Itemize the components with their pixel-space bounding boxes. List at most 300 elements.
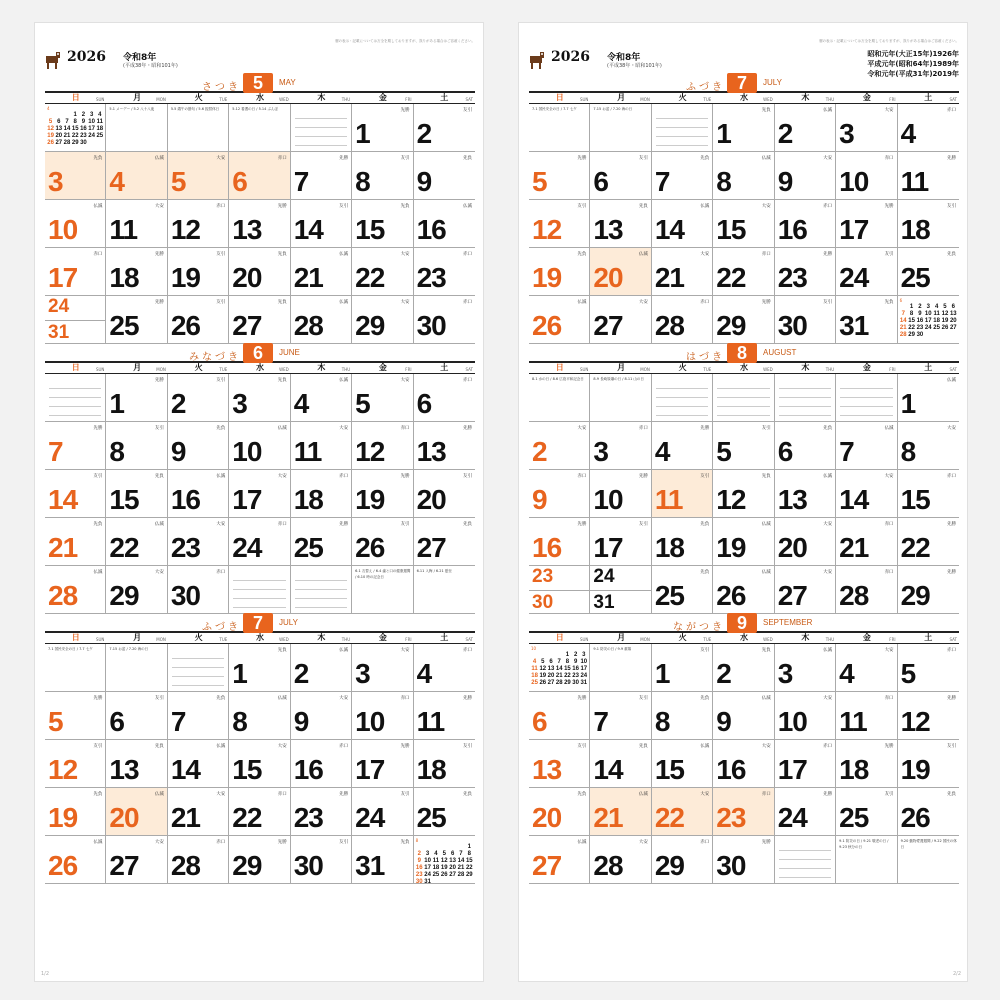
notes-text: 9.1 防災の日 / 9.9 重陽 bbox=[593, 647, 632, 651]
day-cell[interactable] bbox=[652, 836, 713, 884]
day-number: 3 bbox=[777, 658, 793, 689]
mini-calendar-day: 8 bbox=[73, 119, 77, 125]
month-block bbox=[529, 611, 959, 883]
day-cell[interactable] bbox=[106, 200, 167, 248]
day-cell[interactable] bbox=[229, 644, 290, 692]
day-cell[interactable] bbox=[898, 422, 959, 470]
split-day-cell[interactable] bbox=[45, 296, 106, 344]
day-cell[interactable] bbox=[836, 422, 897, 470]
day-cell[interactable] bbox=[291, 374, 352, 422]
memo-lines-cell[interactable] bbox=[652, 104, 713, 152]
day-cell[interactable] bbox=[529, 296, 590, 344]
day-cell[interactable] bbox=[106, 788, 167, 836]
day-cell[interactable] bbox=[106, 836, 167, 884]
split-day-cell[interactable] bbox=[590, 566, 651, 614]
mini-calendar-day: 14 bbox=[457, 858, 465, 864]
day-cell[interactable] bbox=[590, 248, 651, 296]
day-cell[interactable] bbox=[652, 296, 713, 344]
rokuyo-label: 仏滅 bbox=[761, 156, 771, 161]
day-cell[interactable] bbox=[775, 470, 836, 518]
day-cell[interactable] bbox=[652, 740, 713, 788]
split-divider bbox=[45, 320, 105, 321]
day-cell[interactable] bbox=[352, 374, 413, 422]
day-cell[interactable] bbox=[652, 152, 713, 200]
day-cell[interactable] bbox=[168, 374, 229, 422]
day-cell[interactable] bbox=[106, 740, 167, 788]
day-cell[interactable] bbox=[713, 152, 774, 200]
day-cell[interactable] bbox=[590, 200, 651, 248]
day-cell[interactable] bbox=[106, 248, 167, 296]
day-number: 17 bbox=[593, 532, 623, 563]
day-cell[interactable] bbox=[836, 104, 897, 152]
day-cell[interactable] bbox=[836, 692, 897, 740]
day-cell[interactable] bbox=[775, 152, 836, 200]
day-cell[interactable] bbox=[775, 692, 836, 740]
day-cell[interactable] bbox=[291, 422, 352, 470]
day-cell[interactable] bbox=[45, 518, 106, 566]
rokuyo-label: 友引 bbox=[339, 840, 349, 845]
mini-calendar-day: 15 bbox=[465, 858, 473, 864]
day-cell[interactable] bbox=[291, 248, 352, 296]
day-cell[interactable] bbox=[775, 422, 836, 470]
day-number: 28 bbox=[48, 580, 78, 611]
rokuyo-label: 仏滅 bbox=[823, 474, 833, 479]
rokuyo-label: 大安 bbox=[884, 108, 894, 113]
rokuyo-label: 先負 bbox=[761, 108, 771, 113]
day-cell[interactable] bbox=[590, 740, 651, 788]
day-cell[interactable] bbox=[898, 200, 959, 248]
day-cell[interactable] bbox=[713, 836, 774, 884]
rokuyo-label: 先負 bbox=[277, 300, 287, 305]
day-cell[interactable] bbox=[291, 152, 352, 200]
day-cell[interactable] bbox=[529, 152, 590, 200]
day-number: 29 bbox=[654, 850, 684, 881]
day-cell[interactable] bbox=[713, 422, 774, 470]
day-cell[interactable] bbox=[590, 470, 651, 518]
weekday-label bbox=[229, 93, 290, 103]
day-cell[interactable] bbox=[590, 296, 651, 344]
day-cell[interactable] bbox=[898, 644, 959, 692]
rokuyo-label: 仏滅 bbox=[93, 840, 103, 845]
mini-calendar bbox=[414, 836, 475, 884]
memo-lines-cell[interactable] bbox=[775, 836, 836, 884]
day-cell[interactable] bbox=[590, 152, 651, 200]
day-cell[interactable] bbox=[414, 422, 475, 470]
rokuyo-label: 大安 bbox=[339, 696, 349, 701]
day-cell[interactable] bbox=[652, 566, 713, 614]
day-cell[interactable] bbox=[106, 470, 167, 518]
rokuyo-label: 先負 bbox=[93, 156, 103, 161]
day-cell[interactable] bbox=[836, 644, 897, 692]
weekday-en: SAT bbox=[465, 97, 473, 102]
rokuyo-label: 先勝 bbox=[462, 426, 472, 431]
day-cell[interactable] bbox=[529, 470, 590, 518]
day-cell[interactable] bbox=[291, 296, 352, 344]
era-subtitle: (平成38年・昭和101年) bbox=[607, 63, 662, 69]
day-cell[interactable] bbox=[106, 422, 167, 470]
day-cell[interactable] bbox=[775, 788, 836, 836]
weekday-en: THU bbox=[825, 367, 835, 372]
weekday-jp: 水 bbox=[255, 633, 264, 642]
day-number: 4 bbox=[416, 658, 432, 689]
day-number: 1 bbox=[716, 118, 731, 149]
day-cell[interactable] bbox=[652, 248, 713, 296]
day-number: 10 bbox=[839, 166, 869, 197]
day-cell[interactable] bbox=[168, 692, 229, 740]
day-cell[interactable] bbox=[168, 152, 229, 200]
day-cell[interactable] bbox=[836, 248, 897, 296]
mini-calendar-day: 1 bbox=[909, 304, 914, 310]
day-cell[interactable] bbox=[898, 470, 959, 518]
day-cell[interactable] bbox=[898, 248, 959, 296]
day-cell[interactable] bbox=[352, 518, 413, 566]
day-cell[interactable] bbox=[414, 200, 475, 248]
day-cell[interactable] bbox=[836, 788, 897, 836]
day-cell[interactable] bbox=[775, 518, 836, 566]
mini-calendar-day: 17 bbox=[88, 126, 95, 132]
day-cell[interactable] bbox=[168, 836, 229, 884]
day-cell[interactable] bbox=[836, 470, 897, 518]
mini-calendar-day bbox=[900, 304, 907, 311]
day-cell[interactable] bbox=[713, 692, 774, 740]
day-cell[interactable] bbox=[775, 248, 836, 296]
day-cell[interactable] bbox=[168, 470, 229, 518]
day-cell[interactable] bbox=[775, 296, 836, 344]
day-cell[interactable] bbox=[352, 692, 413, 740]
day-number: 10 bbox=[593, 484, 623, 515]
day-cell[interactable] bbox=[291, 200, 352, 248]
day-cell[interactable] bbox=[590, 836, 651, 884]
day-cell[interactable] bbox=[229, 200, 290, 248]
day-cell[interactable] bbox=[168, 788, 229, 836]
weekday-jp: 日 bbox=[555, 93, 564, 102]
day-cell[interactable] bbox=[775, 566, 836, 614]
day-cell[interactable] bbox=[836, 518, 897, 566]
day-cell[interactable] bbox=[414, 692, 475, 740]
memo-lines-cell[interactable] bbox=[291, 566, 352, 614]
day-cell[interactable] bbox=[898, 104, 959, 152]
month-number-badge: 6 bbox=[243, 343, 273, 363]
rokuyo-label: 先勝 bbox=[946, 696, 956, 701]
day-cell[interactable] bbox=[414, 374, 475, 422]
day-number: 2 bbox=[716, 658, 731, 689]
day-cell[interactable] bbox=[590, 518, 651, 566]
weekday-label bbox=[836, 363, 897, 373]
day-cell[interactable] bbox=[352, 296, 413, 344]
day-cell[interactable] bbox=[45, 152, 106, 200]
day-number: 29 bbox=[355, 310, 385, 341]
day-number: 18 bbox=[416, 754, 446, 785]
day-cell[interactable] bbox=[352, 740, 413, 788]
day-number: 4 bbox=[839, 658, 854, 689]
day-cell[interactable] bbox=[106, 152, 167, 200]
day-cell[interactable] bbox=[229, 788, 290, 836]
rokuyo-label: 仏滅 bbox=[884, 426, 894, 431]
mini-calendar-day: 21 bbox=[555, 673, 563, 679]
day-cell[interactable] bbox=[45, 692, 106, 740]
memo-lines-cell[interactable] bbox=[652, 374, 713, 422]
rokuyo-label: 友引 bbox=[216, 252, 226, 257]
notes-cell bbox=[590, 374, 651, 422]
day-cell[interactable] bbox=[45, 248, 106, 296]
day-cell[interactable] bbox=[713, 200, 774, 248]
rokuyo-label: 仏滅 bbox=[154, 156, 164, 161]
month-kana-name: はづき bbox=[686, 352, 725, 363]
rokuyo-label: 赤口 bbox=[946, 474, 956, 479]
memo-lines-cell[interactable] bbox=[775, 374, 836, 422]
rokuyo-label: 赤口 bbox=[339, 474, 349, 479]
mini-calendar-month: 6 bbox=[899, 298, 903, 303]
day-cell[interactable] bbox=[898, 740, 959, 788]
day-cell[interactable] bbox=[414, 518, 475, 566]
day-cell[interactable] bbox=[529, 692, 590, 740]
day-cell[interactable] bbox=[291, 470, 352, 518]
day-cell[interactable] bbox=[414, 152, 475, 200]
day-cell[interactable] bbox=[45, 740, 106, 788]
weekday-jp: 火 bbox=[678, 633, 687, 642]
day-cell[interactable] bbox=[898, 518, 959, 566]
day-cell[interactable] bbox=[414, 296, 475, 344]
day-cell[interactable] bbox=[45, 422, 106, 470]
day-cell[interactable] bbox=[713, 518, 774, 566]
day-cell[interactable] bbox=[45, 788, 106, 836]
mini-calendar-day: 26 bbox=[539, 680, 547, 686]
day-cell[interactable] bbox=[291, 692, 352, 740]
day-number: 6 bbox=[532, 706, 547, 737]
memo-lines-cell[interactable] bbox=[229, 566, 290, 614]
day-cell[interactable] bbox=[168, 518, 229, 566]
weekday-jp: 木 bbox=[317, 93, 326, 102]
weekday-jp: 日 bbox=[71, 93, 80, 102]
day-cell[interactable] bbox=[291, 836, 352, 884]
day-cell[interactable] bbox=[414, 788, 475, 836]
day-cell[interactable] bbox=[168, 248, 229, 296]
day-number: 15 bbox=[355, 214, 385, 245]
day-cell[interactable] bbox=[836, 566, 897, 614]
weekday-header-row bbox=[45, 631, 475, 644]
day-cell[interactable] bbox=[414, 104, 475, 152]
rokuyo-label: 友引 bbox=[216, 300, 226, 305]
day-number: 17 bbox=[839, 214, 869, 245]
day-cell[interactable] bbox=[168, 566, 229, 614]
day-number: 28 bbox=[593, 850, 623, 881]
calendar-sheet-left bbox=[34, 22, 484, 982]
day-cell[interactable] bbox=[713, 296, 774, 344]
day-number: 24 bbox=[355, 802, 385, 833]
day-cell[interactable] bbox=[229, 518, 290, 566]
day-cell[interactable] bbox=[229, 740, 290, 788]
day-cell[interactable] bbox=[352, 836, 413, 884]
day-number: 4 bbox=[109, 166, 124, 197]
memo-lines-cell[interactable] bbox=[836, 374, 897, 422]
day-number: 25 bbox=[293, 532, 323, 563]
day-cell[interactable] bbox=[713, 248, 774, 296]
day-cell[interactable] bbox=[106, 296, 167, 344]
day-cell[interactable] bbox=[713, 788, 774, 836]
memo-lines-cell[interactable] bbox=[291, 104, 352, 152]
day-cell[interactable] bbox=[898, 374, 959, 422]
day-cell[interactable] bbox=[652, 644, 713, 692]
year-title: 2026 bbox=[551, 49, 590, 65]
day-cell[interactable] bbox=[836, 152, 897, 200]
rokuyo-label: 友引 bbox=[638, 156, 648, 161]
day-cell[interactable] bbox=[713, 104, 774, 152]
split-day-cell[interactable] bbox=[529, 566, 590, 614]
day-cell[interactable] bbox=[414, 470, 475, 518]
day-number: 25 bbox=[654, 580, 684, 611]
mini-calendar-day: 31 bbox=[424, 879, 431, 884]
day-cell[interactable] bbox=[529, 836, 590, 884]
rokuyo-label: 先勝 bbox=[154, 300, 164, 305]
day-number: 4 bbox=[900, 118, 916, 149]
day-cell[interactable] bbox=[529, 788, 590, 836]
day-cell[interactable] bbox=[106, 374, 167, 422]
day-cell[interactable] bbox=[414, 248, 475, 296]
day-cell[interactable] bbox=[529, 740, 590, 788]
day-cell[interactable] bbox=[529, 248, 590, 296]
day-cell[interactable] bbox=[229, 470, 290, 518]
day-cell[interactable] bbox=[352, 200, 413, 248]
day-cell[interactable] bbox=[168, 422, 229, 470]
day-cell[interactable] bbox=[352, 152, 413, 200]
day-cell[interactable] bbox=[836, 200, 897, 248]
rokuyo-label: 仏滅 bbox=[761, 570, 771, 575]
memo-lines bbox=[779, 842, 831, 879]
day-cell[interactable] bbox=[229, 692, 290, 740]
memo-lines-cell[interactable] bbox=[45, 374, 106, 422]
rokuyo-label: 先勝 bbox=[400, 474, 410, 479]
day-number: 8 bbox=[109, 436, 124, 467]
rokuyo-label: 友引 bbox=[946, 204, 956, 209]
weekday-label bbox=[898, 633, 959, 643]
rokuyo-label: 先負 bbox=[761, 474, 771, 479]
mini-calendar-month: 8 bbox=[415, 838, 419, 843]
day-cell[interactable] bbox=[352, 788, 413, 836]
day-cell[interactable] bbox=[45, 470, 106, 518]
day-number: 7 bbox=[654, 166, 670, 197]
day-cell[interactable] bbox=[45, 200, 106, 248]
day-cell[interactable] bbox=[229, 374, 290, 422]
day-cell[interactable] bbox=[106, 566, 167, 614]
day-cell[interactable] bbox=[229, 248, 290, 296]
day-cell[interactable] bbox=[836, 740, 897, 788]
mini-calendar-day: 6 bbox=[951, 304, 955, 310]
mini-calendar-day: 6 bbox=[57, 119, 61, 125]
day-cell[interactable] bbox=[414, 740, 475, 788]
mini-calendar-day: 6 bbox=[549, 659, 553, 665]
month-grid bbox=[529, 374, 959, 614]
memo-lines-cell[interactable] bbox=[168, 644, 229, 692]
day-cell[interactable] bbox=[652, 470, 713, 518]
day-cell[interactable] bbox=[229, 152, 290, 200]
day-cell[interactable] bbox=[352, 644, 413, 692]
day-cell[interactable] bbox=[529, 422, 590, 470]
memo-lines-cell[interactable] bbox=[713, 374, 774, 422]
day-cell[interactable] bbox=[713, 644, 774, 692]
day-cell[interactable] bbox=[106, 692, 167, 740]
day-cell[interactable] bbox=[898, 152, 959, 200]
rokuyo-label: 大安 bbox=[700, 792, 710, 797]
mini-calendar-day: 30 bbox=[572, 680, 579, 686]
day-cell[interactable] bbox=[590, 692, 651, 740]
day-cell[interactable] bbox=[713, 470, 774, 518]
day-cell[interactable] bbox=[229, 836, 290, 884]
day-cell[interactable] bbox=[652, 788, 713, 836]
rokuyo-label: 先勝 bbox=[884, 744, 894, 749]
notes-text: 7.1 国民安全の日 / 7.7 七夕 bbox=[48, 647, 93, 651]
day-cell[interactable] bbox=[352, 104, 413, 152]
rokuyo-label: 先勝 bbox=[400, 744, 410, 749]
day-cell[interactable] bbox=[652, 692, 713, 740]
day-cell[interactable] bbox=[713, 740, 774, 788]
day-cell[interactable] bbox=[168, 740, 229, 788]
mini-calendar-day: 14 bbox=[555, 666, 563, 672]
day-cell[interactable] bbox=[352, 422, 413, 470]
day-cell[interactable] bbox=[898, 692, 959, 740]
day-cell[interactable] bbox=[775, 644, 836, 692]
day-cell[interactable] bbox=[45, 566, 106, 614]
rokuyo-label: 赤口 bbox=[823, 744, 833, 749]
day-cell[interactable] bbox=[713, 566, 774, 614]
day-cell[interactable] bbox=[291, 788, 352, 836]
day-cell[interactable] bbox=[168, 296, 229, 344]
day-cell[interactable] bbox=[775, 200, 836, 248]
day-number: 3 bbox=[839, 118, 854, 149]
weekday-en: FRI bbox=[889, 637, 896, 642]
era-list-item: 令和元年(平成31年)2019年 bbox=[867, 70, 959, 78]
day-cell[interactable] bbox=[45, 836, 106, 884]
day-cell[interactable] bbox=[168, 200, 229, 248]
day-number: 10 bbox=[355, 706, 385, 737]
day-cell[interactable] bbox=[590, 788, 651, 836]
day-cell[interactable] bbox=[352, 470, 413, 518]
day-cell[interactable] bbox=[352, 248, 413, 296]
day-cell[interactable] bbox=[898, 566, 959, 614]
day-cell[interactable] bbox=[652, 200, 713, 248]
day-cell[interactable] bbox=[775, 104, 836, 152]
day-number: 11 bbox=[416, 706, 445, 737]
day-cell[interactable] bbox=[229, 422, 290, 470]
month-header bbox=[45, 341, 475, 361]
mini-calendar bbox=[529, 644, 590, 692]
day-cell[interactable] bbox=[106, 518, 167, 566]
weekday-jp: 木 bbox=[317, 363, 326, 372]
day-cell[interactable] bbox=[652, 518, 713, 566]
day-cell[interactable] bbox=[529, 200, 590, 248]
day-cell[interactable] bbox=[836, 296, 897, 344]
day-number: 5 bbox=[716, 436, 731, 467]
day-cell[interactable] bbox=[229, 296, 290, 344]
day-cell[interactable] bbox=[291, 518, 352, 566]
day-cell[interactable] bbox=[291, 644, 352, 692]
day-cell[interactable] bbox=[898, 788, 959, 836]
day-number: 19 bbox=[170, 262, 200, 293]
rokuyo-label: 先負 bbox=[700, 570, 710, 575]
mini-calendar-day: 9 bbox=[918, 311, 922, 317]
day-cell[interactable] bbox=[590, 422, 651, 470]
day-number: 14 bbox=[593, 754, 623, 785]
day-cell[interactable] bbox=[414, 644, 475, 692]
day-cell[interactable] bbox=[652, 422, 713, 470]
mini-calendar-day: 2 bbox=[81, 112, 86, 118]
day-cell[interactable] bbox=[529, 518, 590, 566]
month-number-badge: 8 bbox=[727, 343, 757, 363]
weekday-jp: 金 bbox=[378, 93, 387, 102]
day-cell[interactable] bbox=[775, 740, 836, 788]
rokuyo-label: 先負 bbox=[700, 522, 710, 527]
day-cell[interactable] bbox=[291, 740, 352, 788]
rokuyo-label: 友引 bbox=[93, 744, 103, 749]
